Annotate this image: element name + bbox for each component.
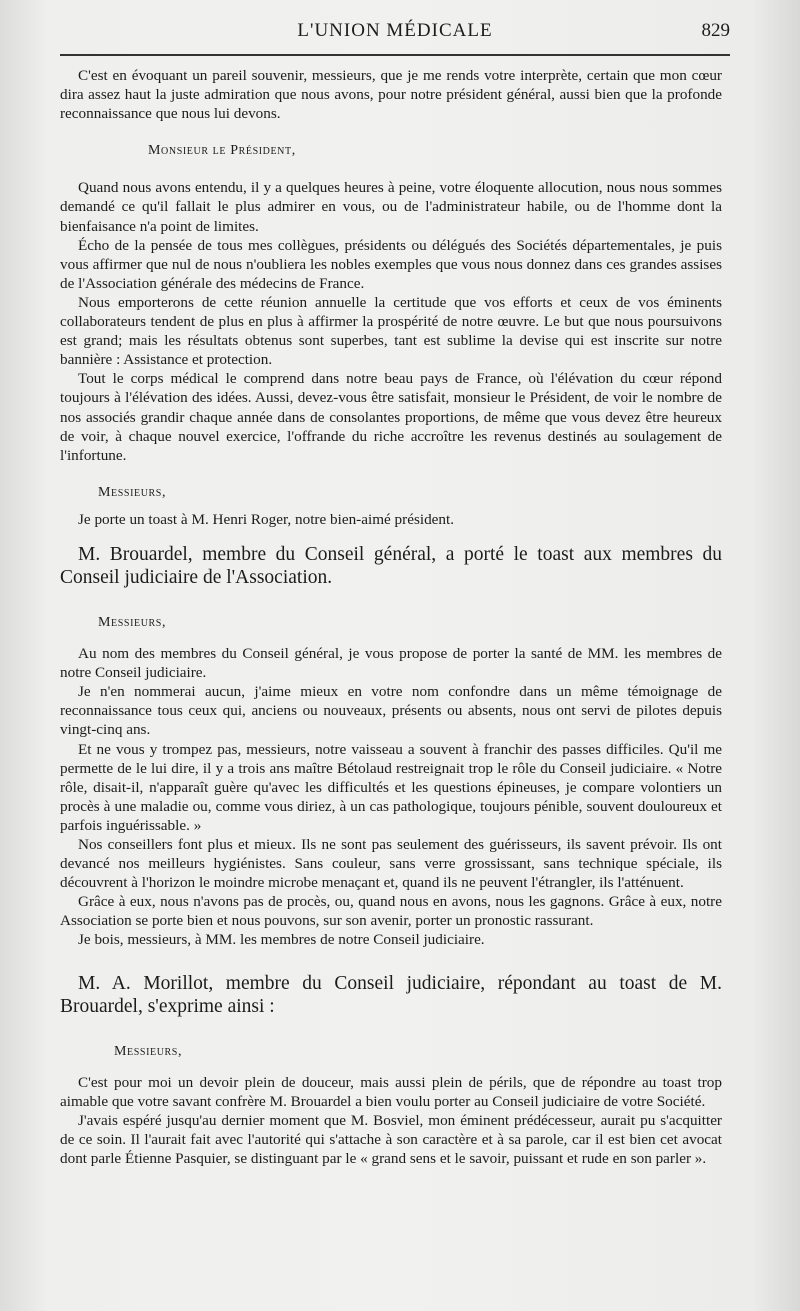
paragraph: C'est pour moi un devoir plein de douceur, mais aussi plein de périls, que de répondre au toast trop aimable que votre savant confrère M. Brouardel a bien voulu porter au Conseil judiciaire de votre Société. [60, 1073, 722, 1110]
paragraph: J'avais espéré jusqu'au dernier moment que M. Bosviel, mon éminent prédécesseur, aurait pu s'acquitter de ce soin. Il l'aurait fait avec l'autorité qui s'attache à son caractère et à sa parole, car il est bien cet avocat dont parle Étienne Pasquier, se distinguant par le « grand sens et le savoir, puissant et rude en son parler ». [60, 1111, 722, 1168]
page-number: 829 [701, 20, 730, 41]
paragraph: Je n'en nommerai aucun, j'aime mieux en votre nom confondre dans un même témoignage de reconnaissance tous ceux qui, anciens ou nouveaux, présents ou absents, nous ont servi de pilotes depuis vingt-cinq ans. [60, 683, 722, 739]
salutation: Messieurs, [114, 1043, 183, 1059]
paragraph: Tout le corps médical le comprend dans notre beau pays de France, où l'élévation du cœur répond toujours à l'élévation des idées. Aussi, devez-vous être satisfait, monsieur le Président, de voir le nombre de nos associés grandir chaque année dans de consolantes proportions, de même que vous devez être heureux de voir, à chaque nouvel exercice, l'offrande du riche accroître les revenus destinés au soulagement de l'infortune. [60, 370, 722, 464]
paragraph: Au nom des membres du Conseil général, je vous propose de porter la santé de MM. les membres de notre Conseil judiciaire. [60, 645, 722, 682]
paragraph: Nous emporterons de cette réunion annuelle la certitude que vos efforts et ceux de vos éminents collaborateurs tendent de plus en plus à affirmer la prospérité de notre œuvre. Le but que nous poursuivons est grand; mais les résultats obtenus sont superbes, tant est sublime la devise qui est inscrite sur notre bannière : Assistance et protection. [60, 293, 722, 369]
section-heading: M. Brouardel, membre du Conseil général, a porté le toast aux membres du Conseil judiciaire de l'Association. [60, 543, 722, 588]
article-body [60, 66, 722, 1168]
toast-paragraph: Je porte un toast à M. Henri Roger, notre bien-aimé président. [78, 510, 455, 528]
paragraph: C'est en évoquant un pareil souvenir, messieurs, que je me rends votre interprète, certain que mon cœur dira assez haut la juste admiration que nous avons, pour notre président général, aussi bien que la profonde reconnaissance que nous lui devons. [60, 67, 722, 123]
header-rule [60, 54, 730, 56]
paragraph: Et ne vous y trompez pas, messieurs, notre vaisseau a souvent à franchir des passes difficiles. Qu'il me permette de le lui dire, il y a trois ans maître Bétolaud restreignait trop le rôle du Conseil judiciaire. « Notre rôle, disait-il, n'apparaît guère qu'avec les difficultés et les questions épineuses, je compare volontiers un procès à une maladie ou, comme vous diriez, à un cas pathologique, toujours pénible, souvent douloureux et parfois inguérissable. » [60, 740, 722, 834]
page-header [60, 20, 730, 48]
paragraph: Écho de la pensée de tous mes collègues, présidents ou délégués des Sociétés départementales, je puis vous affirmer que nul de nous n'oubliera les nobles exemples que vous nous donnez dans ces grandes assises de l'Association générale des médecins de France. [60, 236, 722, 292]
paragraph: Nos conseillers font plus et mieux. Ils ne sont pas seulement des guérisseurs, ils savent prévoir. Ils ont devancé nos meilleurs hygiénistes. Sans couleur, sans verre grossissant, sans technique spéciale, ils découvrent à l'horizon le moindre microbe menaçant et, quand ils ne peuvent l'étrangler, ils l'atténuent. [60, 836, 722, 892]
paragraph: Je bois, messieurs, à MM. les membres de notre Conseil judiciaire. [78, 931, 485, 949]
salutation: Monsieur le Président, [148, 143, 296, 159]
running-title: L'UNION MÉDICALE [297, 20, 493, 41]
section-heading: M. A. Morillot, membre du Conseil judiciaire, répondant au toast de M. Brouardel, s'exprime ainsi : [60, 972, 722, 1017]
salutation: Messieurs, [98, 614, 167, 630]
paragraph: Quand nous avons entendu, il y a quelques heures à peine, votre éloquente allocution, nous nous sommes demandé ce qu'il fallait le plus admirer en vous, ou de l'administrateur habile, ou de l'homme dont la bienfaisance n'a point de limites. [60, 179, 722, 235]
paragraph: Grâce à eux, nous n'avons pas de procès, ou, quand nous en avons, nous les gagnons. Grâce à eux, notre Association se porte bien et nous pouvons, sur son avenir, porter un pronostic rassurant. [60, 893, 722, 930]
salutation: Messieurs, [98, 484, 167, 500]
